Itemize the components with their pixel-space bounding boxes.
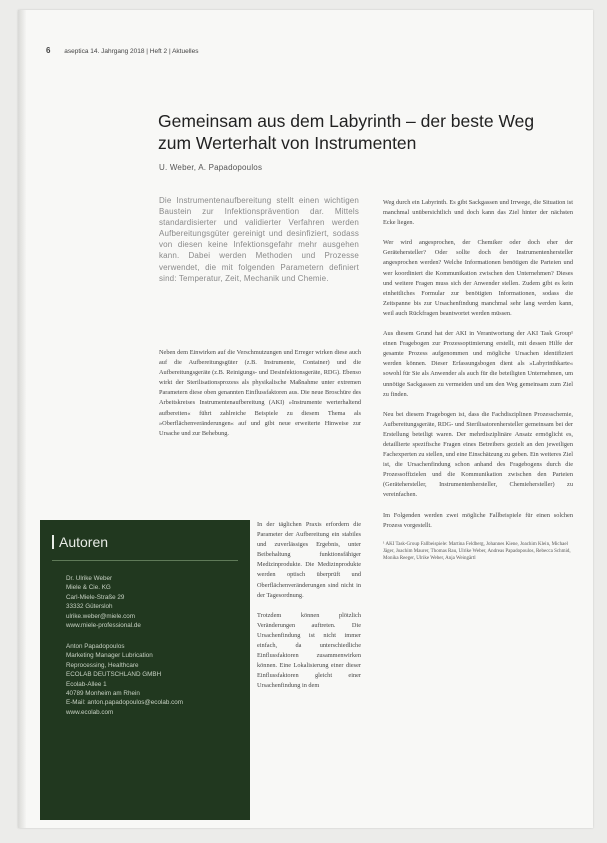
author1-line: Dr. Ulrike Weber [66,575,113,582]
running-title: aseptica 14. Jahrgang 2018 | Heft 2 | Aktuelles [64,48,199,55]
author2-website[interactable]: www.ecolab.com [66,708,114,716]
mid-paragraph-2: Trotzdem können plötzlich Veränderungen auftreten. Die Ursachenfindung ist nicht immer einfach, da unterschiedliche Einflussfaktoren zusammenwirken können. Eine Lokalisierung einer dieser Einflussfaktoren gleicht einer Ursachenfindung in dem [257,611,361,690]
page-number: 6 [46,46,51,55]
page-fold-shadow [18,10,26,828]
running-header [46,46,198,55]
article-authors: U. Weber, A. Papadopoulos [159,163,263,172]
author2-line: Ecolab-Allee 1 [66,680,107,688]
author1-address [66,574,141,630]
right-paragraph-1: Weg durch ein Labyrinth. Es gibt Sackgassen und Irrwege, die Situation ist manchmal unübersichtlich und doch kann das Ziel hinter der nächsten Ecke liegen. [383,199,573,227]
author1-line: Miele & Cie. KG [66,584,111,592]
right-paragraph-4: Neu bei diesem Fragebogen ist, dass die Fachdisziplinen Prozesschemie, Aufbereitungsgeräte, RDG- und Sterilisatorenhersteller gemeinsam bei der Erstellung beteiligt waren. Der mehrdisziplinäre Ansatz ermöglicht es, detaillierte spezifische Fragen eines Betreibers gezielt an den jeweiligen Fachexperten zu stellen, und eine Einschätzung zu geben. Ein weiteres Ziel ist, die Ursachenfindung schon anhand des Fragebogens durch die Prozessoffizielen und die Kommunikation zwischen den Parteien (Gerätehersteller, Instrumentenhersteller, Chemiehersteller) zu vereinfachen. [383,410,573,499]
left-column [159,348,361,439]
author2-line: ECOLAB DEUTSCHLAND GMBH [66,671,162,679]
author1-email[interactable]: ulrike.weber@miele.com [66,612,136,620]
article-title: Gemeinsam aus dem Labyrinth – der beste Weg zum Werterhalt von Instrumenten [158,111,535,153]
author2-line: Anton Papadopoulos [66,643,125,650]
author2-email[interactable]: E-Mail: anton.papadopoulos@ecolab.com [66,699,184,707]
left-paragraph: Neben dem Einwirken auf die Verschmutzungen und Erreger wirken diese auch auf die Aufbereitungsgüter (z.B. Instrumente, Container) und die Aufbereitungsgeräte (z.B. Reinigungs- und Desinfektionsgeräte, RDG). Ebenso wirkt der Sterilisationsprozess als physikalische Maßnahme unter extremen Parametern diese oben genannten Einflussfaktoren aus. Die neue Broschüre des Arbeitskreises Instrumentenaufbereitung (AKI) »Instrumente werterhaltend aufbereiten« führt zahlreiche Beispiele zu diesem Thema als »Oberflächenveränderungen« auf und gibt neue erweiterte Hinweise zur Ursache und zur Behebung. [159,349,361,437]
right-paragraph-2: Wer wird angesprochen, der Chemiker oder doch eher der Gerätehersteller? Oder sollte doch der Instrumentenhersteller angesprochen werden? Welche Informationen benötigen die Parteien und wer koordiniert die Kommunikation zwischen den Unternehmen? Dieses und weitere Fragen muss sich der Anwender stellen. Zudem gibt es kein einheitliches Formular zur benötigten Informationen, sodass die Zeitspanne bis zur Ursachenfindung manchmal sehr lang werden kann, weil auch Rückfragen beantwortet werden müssen. [383,239,573,317]
authors-box-heading [52,534,108,550]
right-column [383,198,573,562]
author2-address [66,642,183,717]
mid-paragraph-1: In der täglichen Praxis erfordern die Parameter der Aufbereitung ein stabiles und zuverlässiges Ergebnis, unter Beibehaltung funktionsfähiger Medizinprodukte. Die Medizinprodukte werden optisch überprüft und Oberflächenveränderungen sind nicht in der Tagesordnung. [257,521,361,599]
right-paragraph-5: Im Folgenden werden zwei mögliche Fallbeispiele für einen solchen Prozess vorgestellt. [383,511,573,529]
author2-line: Reprocessing, Healthcare [66,661,139,669]
authors-box-divider [52,560,238,561]
article-lead: Die Instrumentenaufbereitung stellt einen wichtigen Baustein zur Infektionsprävention dar. Mittels standardisierter und validierter Verfahren werden Aufbereitungsgüter gereinigt und desinfiziert, sodass von diesen keine Infektionsgefahr mehr ausgehen kann. Dabei werden Methoden und Prozesse verwendet, die mit folgenden Parametern definiert sind: Temperatur, Zeit, Mechanik und Chemie. [159,196,359,283]
magazine-page [18,10,593,828]
footnote: ¹ AKI Task-Group Fallbeispiele: Martina Feldberg, Johannes Kiene, Joachim Klein, Michael Jäger, Joachim Maurer, Thomas Rau, Ulrike Weber, Andreas Papadopoulos, Rebecca Schmid, Monika Reeger, Ulrike Weber, Anja Weingärtl [383,541,571,561]
authors-heading-text: Autoren [59,534,109,550]
author2-line: 40789 Monheim am Rhein [66,690,140,698]
author1-website[interactable]: www.miele-professional.de [66,622,141,630]
author1-line: Carl-Miele-Straße 29 [66,593,125,601]
author1-line: 33332 Gütersloh [66,603,113,611]
heading-bar [52,535,54,549]
author2-line: Marketing Manager Lubrication [66,652,153,660]
authors-box [40,520,250,820]
right-paragraph-3: Aus diesem Grund hat der AKI in Verantwortung der AKI Task Group¹ einen Fragebogen zur Prozessoptimierung erstellt, mit dessen Hilfe der gesamte Prozess aufgenommen und mögliche Ursachen identifiziert werden können. Dieser Erfassungsbogen dient als »Labyrinthkarte« sowohl für Sie als Anwender als auch für die beteiligten Unternehmen, um unnötige Sackgassen zu vermeiden und um den Weg gemeinsam zum Ziel zu finden. [383,330,573,398]
middle-column [257,520,361,692]
